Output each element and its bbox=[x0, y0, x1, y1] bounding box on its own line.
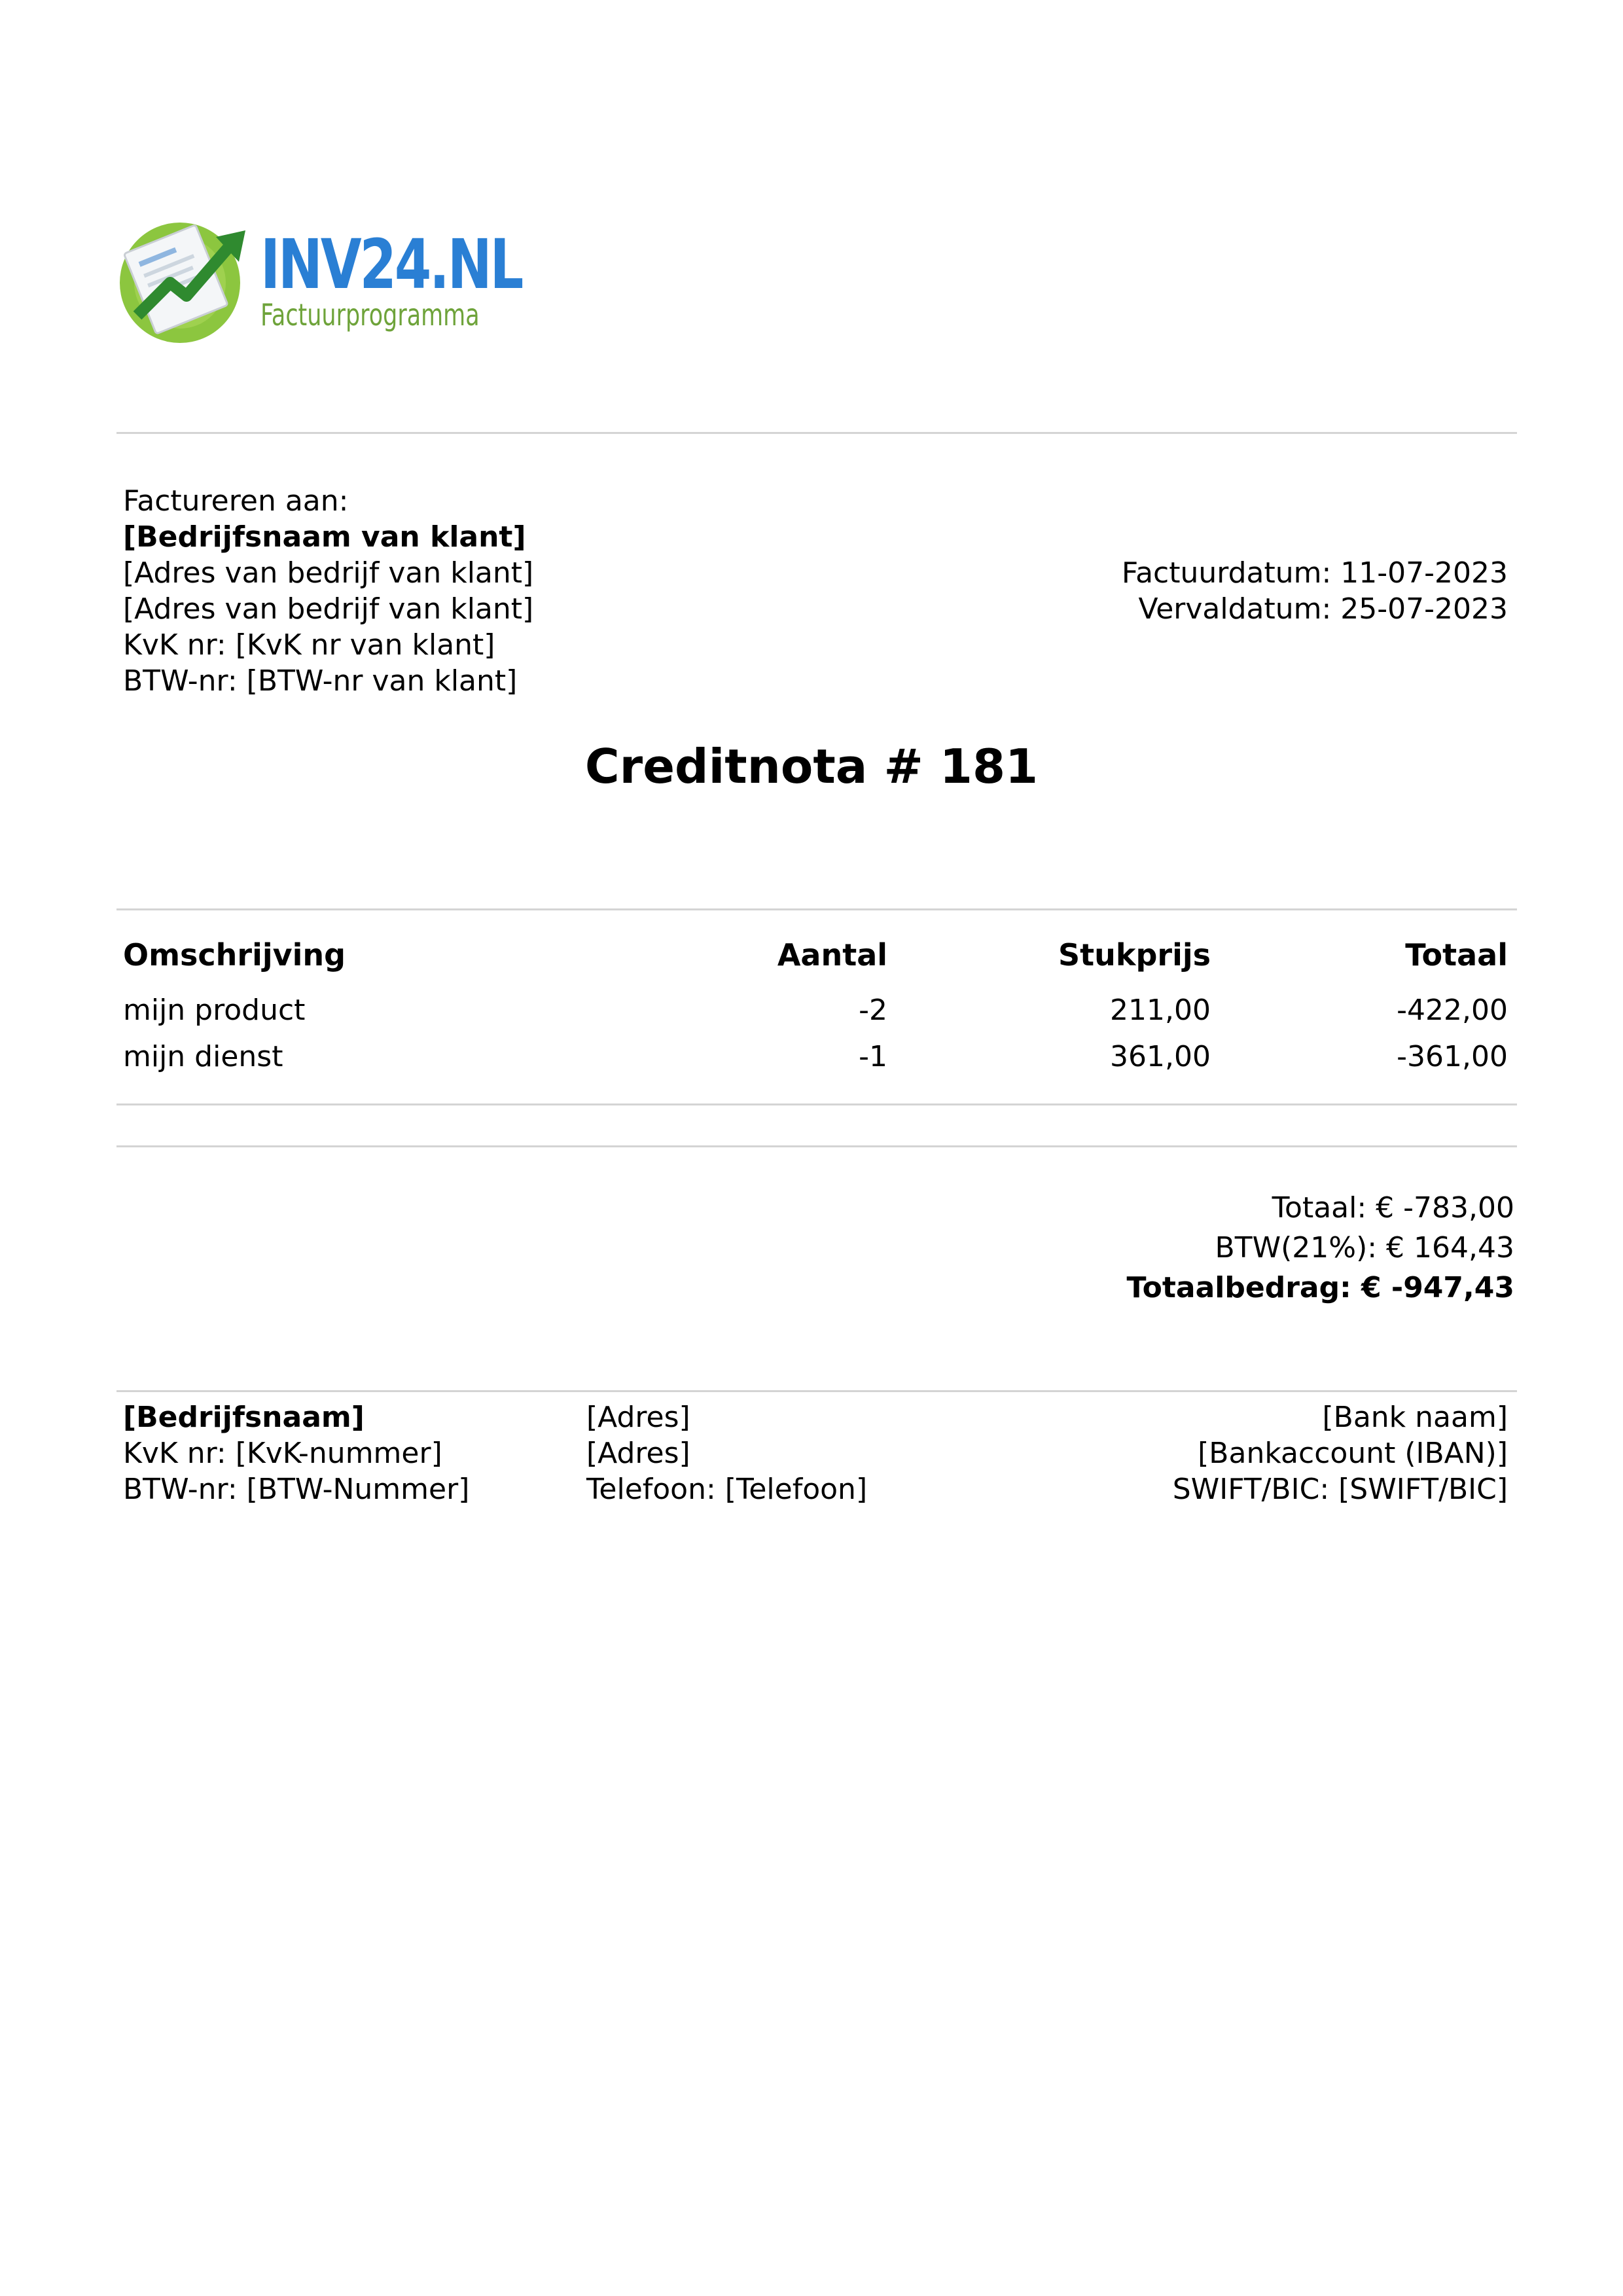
footer-address-line-2: [Adres] bbox=[586, 1437, 690, 1470]
subtotal: Totaal: € -783,00 bbox=[1272, 1191, 1514, 1225]
row-2-qty: -1 bbox=[859, 1040, 887, 1073]
row-1-qty: -2 bbox=[859, 994, 887, 1027]
col-header-description: Omschrijving bbox=[123, 937, 346, 973]
logo-wordmark bbox=[260, 224, 596, 332]
footer-phone: Telefoon: [Telefoon] bbox=[586, 1473, 868, 1506]
table-top-divider bbox=[116, 908, 1517, 910]
table-bottom-divider bbox=[116, 1103, 1517, 1105]
client-kvk: KvK nr: [KvK nr van klant] bbox=[123, 628, 495, 662]
footer-bank-name: [Bank naam] bbox=[1322, 1401, 1508, 1434]
footer-address-line-1: [Adres] bbox=[586, 1401, 690, 1434]
client-btw: BTW-nr: [BTW-nr van klant] bbox=[123, 664, 518, 698]
footer-btw: BTW-nr: [BTW-Nummer] bbox=[123, 1473, 470, 1506]
col-header-unit-price: Stukprijs bbox=[1058, 937, 1211, 973]
row-2-total: -361,00 bbox=[1397, 1040, 1508, 1073]
document-title: Creditnota # 181 bbox=[584, 739, 1039, 794]
totals-divider bbox=[116, 1145, 1517, 1147]
client-address-line-1: [Adres van bedrijf van klant] bbox=[123, 556, 534, 590]
col-header-qty: Aantal bbox=[777, 937, 887, 973]
client-company-name: [Bedrijfsnaam van klant] bbox=[123, 520, 526, 554]
col-header-total: Totaal bbox=[1405, 937, 1508, 973]
footer-iban: [Bankaccount (IBAN)] bbox=[1198, 1437, 1508, 1470]
header-divider bbox=[116, 432, 1517, 434]
invoice-date: Factuurdatum: 11-07-2023 bbox=[1121, 556, 1508, 590]
grand-total: Totaalbedrag: € -947,43 bbox=[1126, 1271, 1514, 1304]
vat-amount: BTW(21%): € 164,43 bbox=[1215, 1231, 1514, 1265]
row-1-total: -422,00 bbox=[1397, 994, 1508, 1027]
brand-name: INV24.NL bbox=[260, 224, 522, 304]
footer-company-name: [Bedrijfsnaam] bbox=[123, 1401, 365, 1434]
footer-kvk: KvK nr: [KvK-nummer] bbox=[123, 1437, 442, 1470]
client-address-line-2: [Adres van bedrijf van klant] bbox=[123, 592, 534, 626]
footer-divider bbox=[116, 1390, 1517, 1392]
logo-graphic-icon bbox=[118, 211, 255, 348]
row-2-unit-price: 361,00 bbox=[1110, 1040, 1211, 1073]
row-1-unit-price: 211,00 bbox=[1110, 994, 1211, 1027]
due-date: Vervaldatum: 25-07-2023 bbox=[1138, 592, 1508, 626]
footer-swift: SWIFT/BIC: [SWIFT/BIC] bbox=[1172, 1473, 1508, 1506]
brand-tagline: Factuurprogramma bbox=[260, 297, 480, 332]
bill-to-label: Factureren aan: bbox=[123, 484, 349, 518]
row-1-description: mijn product bbox=[123, 994, 306, 1027]
row-2-description: mijn dienst bbox=[123, 1040, 283, 1073]
